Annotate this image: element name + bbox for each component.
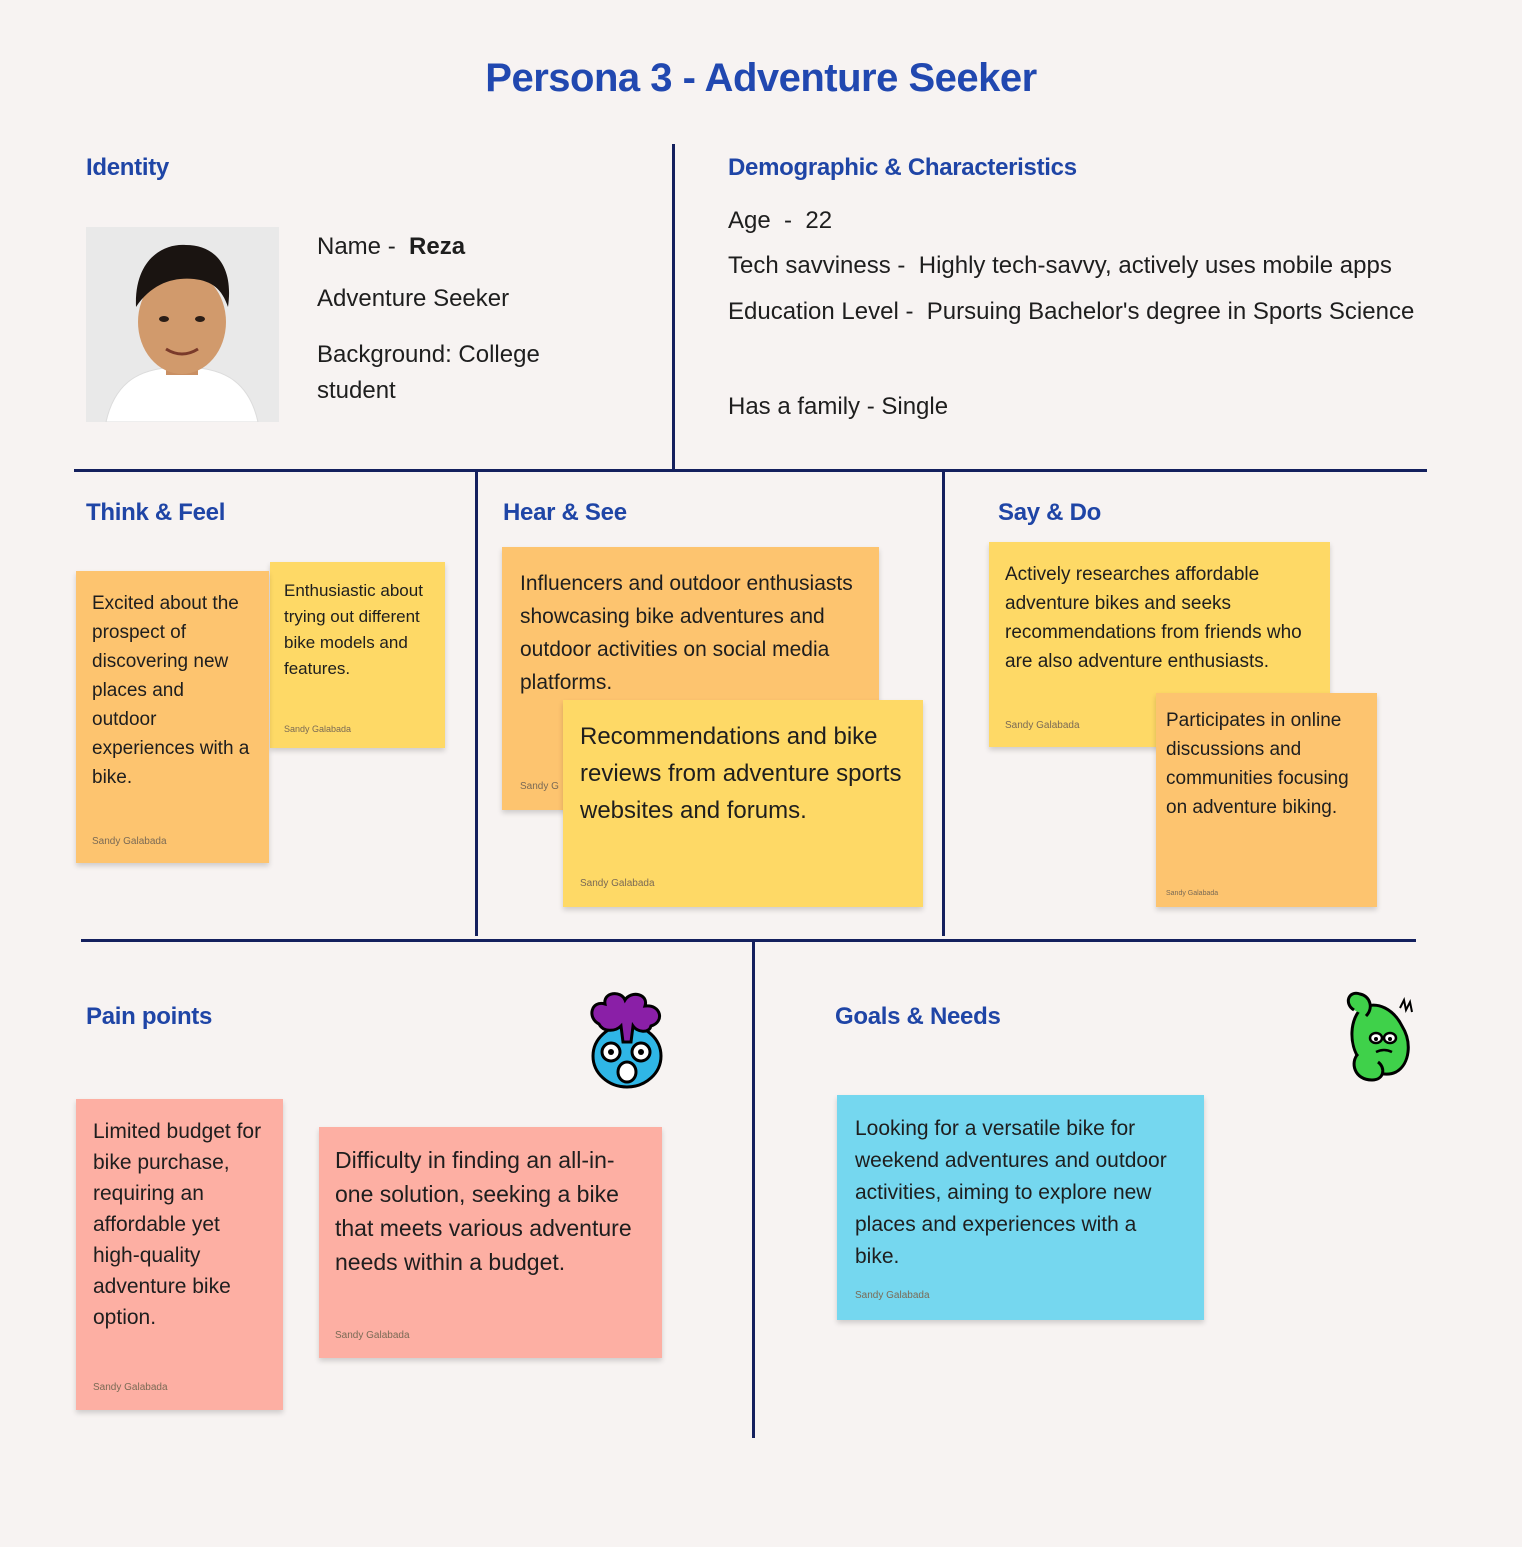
demographic-education: Education Level - Pursuing Bachelor's degree in Sports Science — [728, 298, 1415, 325]
identity-role: Adventure Seeker — [317, 285, 510, 312]
divider-top — [74, 469, 1427, 472]
demographic-heading: Demographic & Characteristics — [728, 154, 1077, 181]
divider-hear-say — [942, 470, 945, 936]
sticky-note[interactable] — [1156, 693, 1377, 907]
note-text: Participates in online discussions and communities focusing on adventure biking. — [1166, 710, 1349, 818]
sticky-note[interactable] — [76, 571, 269, 863]
note-author: Sandy Galabada — [580, 878, 655, 889]
goals-needs-heading: Goals & Needs — [835, 1003, 1001, 1030]
say-do-heading: Say & Do — [998, 499, 1101, 526]
demographic-family: Has a family - Single — [728, 393, 949, 420]
profile-photo — [86, 227, 279, 422]
sticky-note[interactable] — [270, 562, 445, 748]
divider-identity-demographic — [672, 144, 675, 470]
sticky-note[interactable] — [319, 1127, 662, 1358]
sticky-note[interactable] — [837, 1095, 1204, 1320]
note-text: Influencers and outdoor enthusiasts showcasing bike adventures and outdoor activities on social media platforms. — [520, 572, 853, 694]
note-text: Enthusiastic about trying out different bike models and features. — [284, 581, 423, 678]
divider-think-hear — [475, 470, 478, 936]
note-text: Looking for a versatile bike for weekend adventures and outdoor activities, aiming to explore new places and experiences with a bike. — [855, 1117, 1167, 1268]
note-author: Sandy Galabada — [855, 1290, 930, 1301]
note-author: Sandy Galabada — [93, 1382, 168, 1393]
divider-pain-goals — [752, 942, 755, 1438]
sticky-note[interactable] — [76, 1099, 283, 1410]
sticky-note[interactable] — [563, 700, 923, 907]
think-feel-heading: Think & Feel — [86, 499, 226, 526]
note-author: Sandy Galabada — [335, 1330, 410, 1341]
note-author: Sandy Galabada — [284, 724, 352, 734]
hear-see-heading: Hear & See — [503, 499, 627, 526]
page-title: Persona 3 - Adventure Seeker — [485, 56, 1037, 100]
demographic-age: Age - 22 — [728, 207, 833, 234]
note-text: Limited budget for bike purchase, requiring an affordable yet high-quality adventure bike option. — [93, 1120, 262, 1329]
pain-points-heading: Pain points — [86, 1003, 213, 1030]
thinking-face-icon — [1340, 988, 1416, 1086]
identity-heading: Identity — [86, 154, 169, 181]
divider-middle — [81, 939, 1416, 942]
note-text: Excited about the prospect of discovering new places and outdoor experiences with a bike. — [92, 593, 250, 788]
note-author: Sandy G — [520, 781, 559, 792]
name-value: Reza — [409, 233, 466, 260]
note-text: Actively researches affordable adventure bikes and seeks recommendations from friends who are also adventure enthusiasts. — [1005, 564, 1302, 672]
note-author: Sandy Galabada — [1166, 890, 1219, 897]
note-text: Difficulty in finding an all-in-one solution, seeking a bike that meets various adventure needs within a budget. — [335, 1147, 632, 1275]
name-label: Name - — [317, 233, 396, 260]
identity-name — [317, 233, 465, 262]
identity-background: Background: College student — [317, 341, 540, 404]
note-text: Recommendations and bike reviews from adventure sports websites and forums. — [580, 723, 902, 824]
note-author: Sandy Galabada — [92, 836, 167, 847]
note-author: Sandy Galabada — [1005, 720, 1080, 731]
shocked-face-icon — [585, 990, 669, 1090]
demographic-tech: Tech savviness - Highly tech-savvy, actively uses mobile apps — [728, 252, 1392, 279]
